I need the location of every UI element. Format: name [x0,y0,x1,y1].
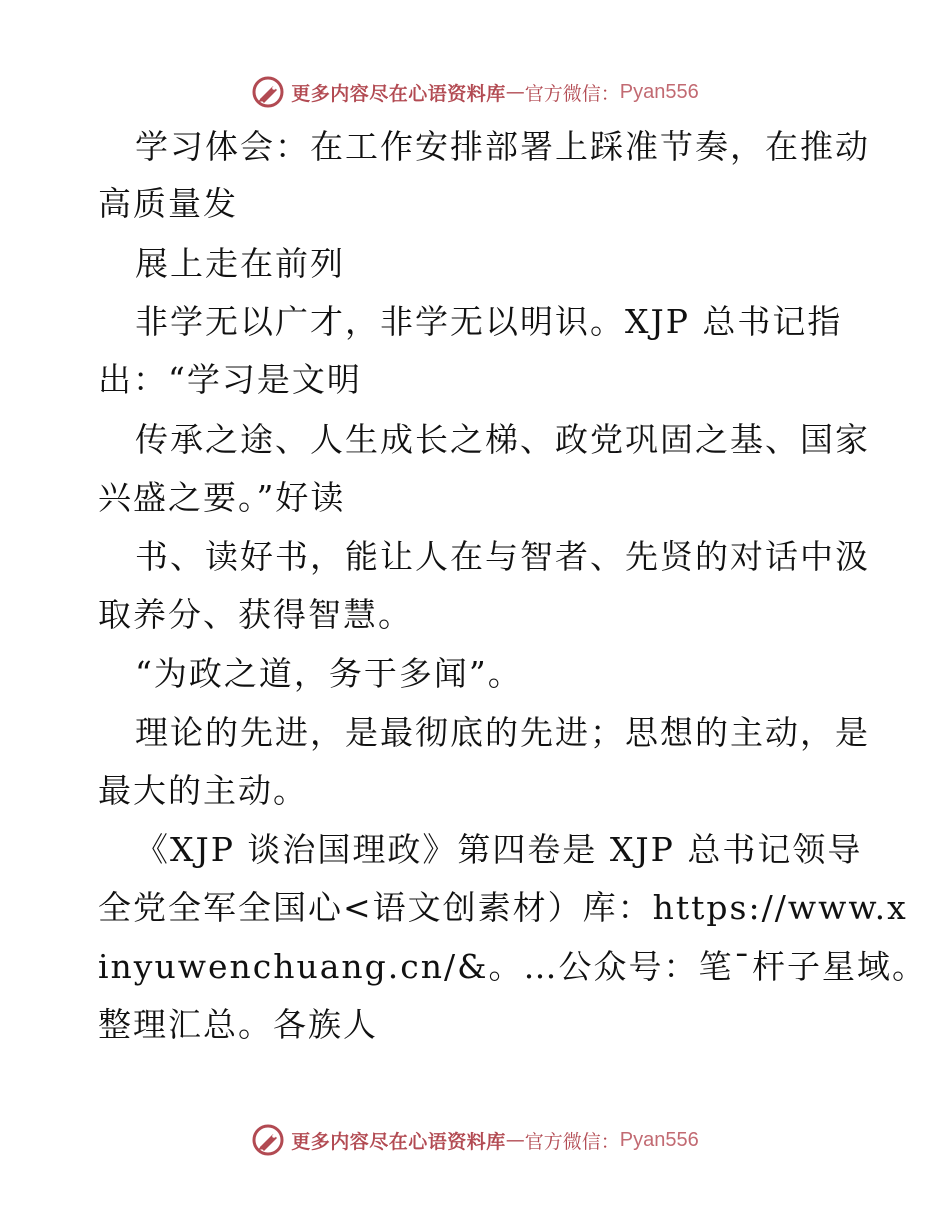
header-wechat-id: Pyan556 [619,80,699,103]
text-line: 传承之途、人生成长之梯、政党巩固之基、国家 [135,420,870,459]
text-line: 整理汇总。各族人 [98,1005,378,1044]
header-banner [0,72,950,112]
text-line: inyuwenchuang.cn/&。…公众号：笔¯杆子星域。 [98,947,927,986]
pen-nib-logo-icon [251,1123,285,1157]
text-line: 取养分、获得智慧。 [98,595,413,634]
footer-wechat-label: 官方微信： [524,1130,620,1153]
text-line: 学习体会：在工作安排部署上踩准节奏，在推动 [135,127,870,166]
text-line: 出：“学习是文明 [98,360,362,399]
footer-banner [0,1120,950,1160]
footer-separator: — [505,1129,525,1151]
text-line: “为政之道，务于多闻”。 [135,654,523,693]
header-separator: — [505,81,525,103]
text-line: 《XJP 谈治国理政》第四卷是 XJP 总书记领导 [135,830,863,869]
footer-wechat-id: Pyan556 [619,1128,699,1151]
text-line: 非学无以广才，非学无以明识。XJP 总书记指 [135,302,843,341]
text-line: 全党全军全国心<语文创素材）库：https://www.x [98,888,908,927]
text-line: 兴盛之要。”好读 [98,478,346,517]
text-line: 展上走在前列 [135,244,345,283]
header-wechat-label: 官方微信： [524,82,620,105]
text-line: 书、读好书，能让人在与智者、先贤的对话中汲 [135,537,870,576]
footer-brand-text: 更多内容尽在心语资料库 [291,1130,506,1153]
header-brand-text: 更多内容尽在心语资料库 [291,82,506,105]
text-line: 最大的主动。 [98,771,308,810]
text-line: 高质量发 [98,184,238,223]
text-line: 理论的先进，是最彻底的先进；思想的主动，是 [135,713,870,752]
pen-nib-logo-icon [251,75,285,109]
